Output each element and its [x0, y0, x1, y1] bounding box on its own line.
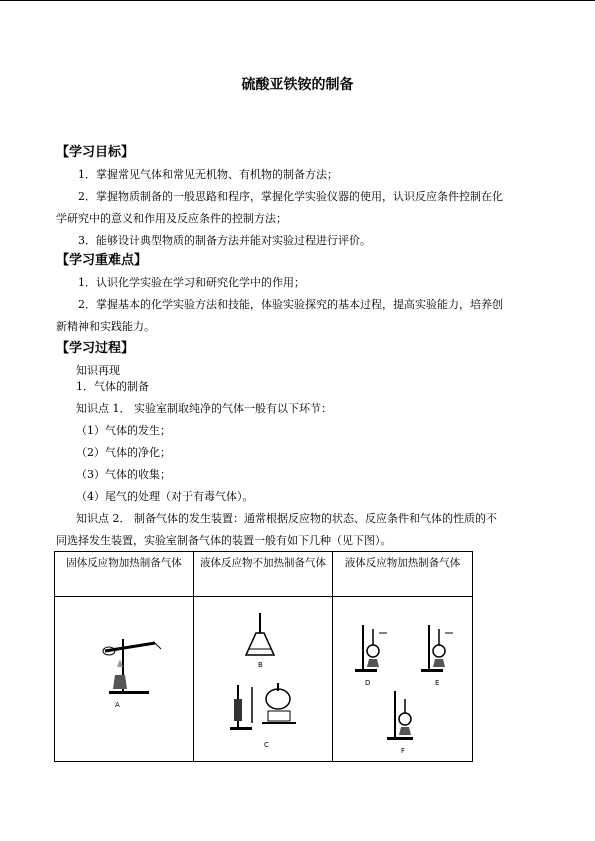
process-line: （4）尾气的处理（对于有毒气体）。 — [76, 490, 254, 503]
page-title: 硫酸亚铁铵的制备 — [241, 77, 354, 93]
figure-label-e: E — [435, 679, 440, 687]
process-heading: 【学习过程】 — [56, 341, 135, 356]
header-liquid-unheated: 液体反应物不加热制备气体 — [194, 552, 333, 597]
figure-label-b: B — [258, 661, 263, 669]
key-point-item: 新精神和实践能力。 — [56, 320, 155, 333]
process-line: 知识点 2． 制备气体的发生装置：通常根据反应物的状态、反应条件和气体的性质的不 — [76, 512, 497, 525]
process-line: （1）气体的发生； — [76, 424, 171, 437]
figure-cell-solid — [55, 597, 194, 762]
key-point-item: 2．掌握基本的化学实验方法和技能，体验实验探究的基本过程，提高实验能力，培养创 — [78, 298, 503, 311]
objective-item: 学研究中的意义和作用及反应条件的控制方法； — [56, 212, 287, 225]
header-liquid-heated: 液体反应物加热制备气体 — [333, 552, 473, 597]
figure-label-d: D — [365, 679, 371, 687]
apparatus-a-illustration — [95, 631, 165, 711]
objective-item: 2．掌握物质制备的一般思路和程序，掌握化学实验仪器的使用，认识反应条件控制在化 — [78, 190, 503, 203]
process-line: 知识点 1． 实验室制取纯净的气体一般有以下环节： — [76, 402, 332, 415]
apparatus-table — [54, 551, 473, 762]
process-line: （3）气体的收集； — [76, 468, 171, 481]
key-point-item: 1．认识化学实验在学习和研究化学中的作用； — [78, 276, 305, 289]
figure-label-c: C — [264, 741, 269, 749]
figure-label-a: A — [115, 701, 120, 709]
figure-label-f: F — [401, 747, 406, 755]
objectives-heading: 【学习目标】 — [56, 145, 135, 160]
process-line: 1．气体的制备 — [76, 380, 149, 393]
process-line: 同选择发生装置，实验室制备气体的装置一般有如下几种（见下图）。 — [56, 534, 392, 547]
objective-item: 3．能够设计典型物质的制备方法并能对实验过程进行评价。 — [78, 234, 371, 247]
objective-item: 1．掌握常见气体和常见无机物、有机物的制备方法； — [78, 168, 338, 181]
key-points-heading: 【学习重难点】 — [56, 253, 148, 268]
process-line: 知识再现 — [76, 364, 120, 377]
figure-cell-liquid-unheated — [194, 597, 333, 762]
apparatus-bc-illustration — [222, 603, 312, 753]
process-line: （2）气体的净化； — [76, 446, 171, 459]
figure-cell-liquid-heated — [333, 597, 473, 762]
header-solid-heated: 固体反应物加热制备气体 — [55, 552, 194, 597]
top-rule — [0, 0, 595, 1]
apparatus-def-illustration — [351, 607, 461, 757]
